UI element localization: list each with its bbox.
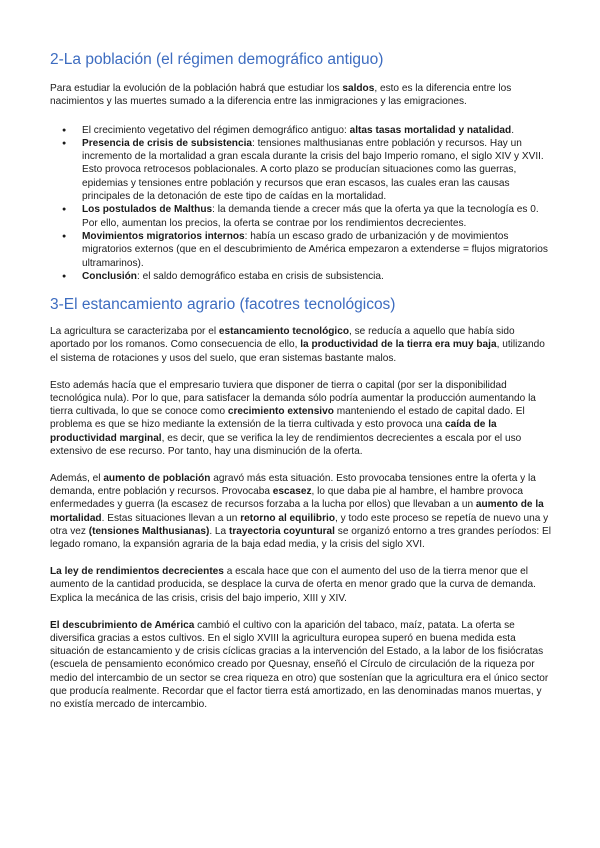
text-run: La agricultura se caracterizaba por el bbox=[50, 326, 219, 338]
bold-text-run: Movimientos migratorios internos bbox=[82, 230, 245, 242]
bullet-item bbox=[82, 137, 554, 203]
body-paragraph bbox=[50, 472, 554, 552]
text-run: : el saldo demográfico estaba en crisis de subsistencia. bbox=[136, 270, 384, 282]
text-run: , se reducía a aquello que había sido aportado por los romanos. Como consecuencia de ello, bbox=[50, 326, 515, 351]
bold-text-run: escasez bbox=[272, 486, 312, 498]
bold-text-run: Los postulados de Malthus bbox=[82, 204, 213, 216]
text-run: , esto es la diferencia entre los nacimientos y las muertes sumado a la diferencia entre las inmigraciones y las emigraciones. bbox=[50, 83, 512, 108]
bold-text-run: aumento de población bbox=[103, 472, 211, 484]
text-run: El crecimiento vegetativo del régimen demográfico antiguo: bbox=[82, 124, 350, 136]
intro-paragraph bbox=[50, 82, 554, 109]
text-run: : la demanda tiende a crecer más que la oferta ya que la tecnología es 0. Por ello, aumentan los precios, la oferta se contrae por los rendimientos decrecientes. bbox=[82, 204, 539, 229]
bullet-item bbox=[82, 124, 554, 137]
text-run: . Estas situaciones llevan a un bbox=[101, 512, 241, 524]
bullet-item bbox=[82, 270, 554, 283]
body-paragraph bbox=[50, 325, 554, 365]
text-run: a escala hace que con el aumento del uso de la tierra menor que el aumento de la cantidad producida, se desplace la curva de oferta en menor grado que la curva de demanda. Explica la mecánica de las crisis, crisis del bajo imperio, XIII y XIV. bbox=[50, 566, 536, 604]
text-run: Además, el bbox=[50, 472, 104, 484]
body-paragraph bbox=[50, 565, 554, 605]
bold-text-run: Conclusión bbox=[82, 270, 137, 282]
bold-text-run: la productividad de la tierra era muy baja bbox=[300, 339, 497, 351]
text-run: manteniendo el estado de capital dado. El problema es que se hizo mediante la extensión de la tierra cultivada y esto provoca una bbox=[50, 406, 525, 431]
bullet-item bbox=[82, 203, 554, 230]
text-run: agravó más esta situación. Esto provocaba tensiones entre la oferta y la demanda, entre población y recursos. Provocaba bbox=[50, 472, 536, 498]
text-run: : tensiones malthusianas entre población y recursos. Hay un incremento de la mortalidad a gran escala durante la crisis del bajo Imperio romano, el siglo XIV y XVII. Esto provoca retrocesos poblacionales. A corto plazo se producían situaciones como las guerras, epidemias y tensiones entre población y recursos que eran escasos, las cuales eran las causas principales de la detonación de este tipo de caídas en la mortalidad. bbox=[82, 137, 544, 203]
section-heading-poblacion: 2-La población (el régimen demográfico antiguo) bbox=[50, 51, 384, 68]
bold-text-run: Presencia de crisis de subsistencia bbox=[82, 137, 253, 149]
bold-text-run: (tensiones Malthusianas) bbox=[88, 526, 210, 538]
text-run: , es decir, que se verifica la ley de rendimientos decrecientes a escala por el uso extensivo de ese recurso. Por tanto, hay una disminución de la oferta. bbox=[50, 432, 522, 458]
bold-text-run: saldos bbox=[342, 83, 375, 94]
text-run: Esto además hacía que el empresario tuviera que disponer de tierra o capital (por ser la disponibilidad tecnológica nula). Por lo que, para satisfacer la demanda sólo podría aumentar la producción aumentando la tierra cultivada, lo que se conoce como bbox=[50, 379, 536, 418]
text-run: , y todo este proceso se repetía de nuevo una y otra vez bbox=[50, 512, 549, 538]
bold-text-run: El descubrimiento de América bbox=[50, 619, 195, 631]
bold-text-run: aumento de la mortalidad bbox=[50, 499, 544, 524]
text-run: Para estudiar la evolución de la población habrá que estudiar los bbox=[50, 83, 343, 94]
bold-text-run: crecimiento extensivo bbox=[227, 406, 334, 418]
bold-text-run: estancamiento tecnológico bbox=[218, 326, 350, 338]
bold-text-run: La ley de rendimientos decrecientes bbox=[50, 566, 224, 578]
body-paragraph bbox=[50, 379, 554, 459]
text-run: cambió el cultivo con la aparición del tabaco, maíz, patata. La oferta se diversifica gracias a estos cultivos. En el siglo XVIII la agricultura europea superó en buena medida esta situación de estancamiento y de crisis cíclicas gracias a la intervención del Estado, a la labor de los fisiócratas (escuela de pensamiento económico creado por Quesnay, enseñó el Círculo de circulación de la riqueza por medio del intercambio de un sector se crea riqueza en otro) que sostenían que la agricultura era el único sector que producía realmente. Recordar que el factor tierra está amortizado, en las denominadas manos muertas, y no existía mercado de intercambio. bbox=[50, 619, 549, 711]
bullet-list bbox=[50, 124, 554, 284]
text-run: . bbox=[511, 124, 515, 136]
bold-text-run: altas tasas mortalidad y natalidad bbox=[349, 124, 512, 136]
text-run: , lo que daba pie al hambre, el hambre provoca enfermedades y guerra (la escasez de recursos forzaba a la lucha por ellos) que llevaban a un bbox=[50, 486, 524, 511]
text-run: . La bbox=[209, 526, 229, 538]
section-heading-estancamiento: 3-El estancamiento agrario (facotres tecnológicos) bbox=[50, 296, 396, 314]
bold-text-run: caída de la productividad marginal bbox=[50, 419, 497, 444]
text-run: : había un escaso grado de urbanización y de movimientos migratorios externos (que en el descubrimiento de América empezaron a extenderse = flujos migratorios ultramarinos). bbox=[82, 230, 548, 269]
text-run: se organizó entorno a tres grandes períodos: El legado romano, la expansión agraria de la baja edad media, y la crisis del siglo XVI. bbox=[50, 526, 552, 551]
bold-text-run: trayectoria coyuntural bbox=[228, 526, 335, 538]
body-paragraph bbox=[50, 619, 554, 712]
text-run: , utilizando el sistema de rotaciones y usos del suelo, que eran sistemas bastante malos. bbox=[50, 339, 545, 364]
bold-text-run: retorno al equilibrio bbox=[240, 512, 335, 524]
bullet-item bbox=[82, 230, 554, 270]
